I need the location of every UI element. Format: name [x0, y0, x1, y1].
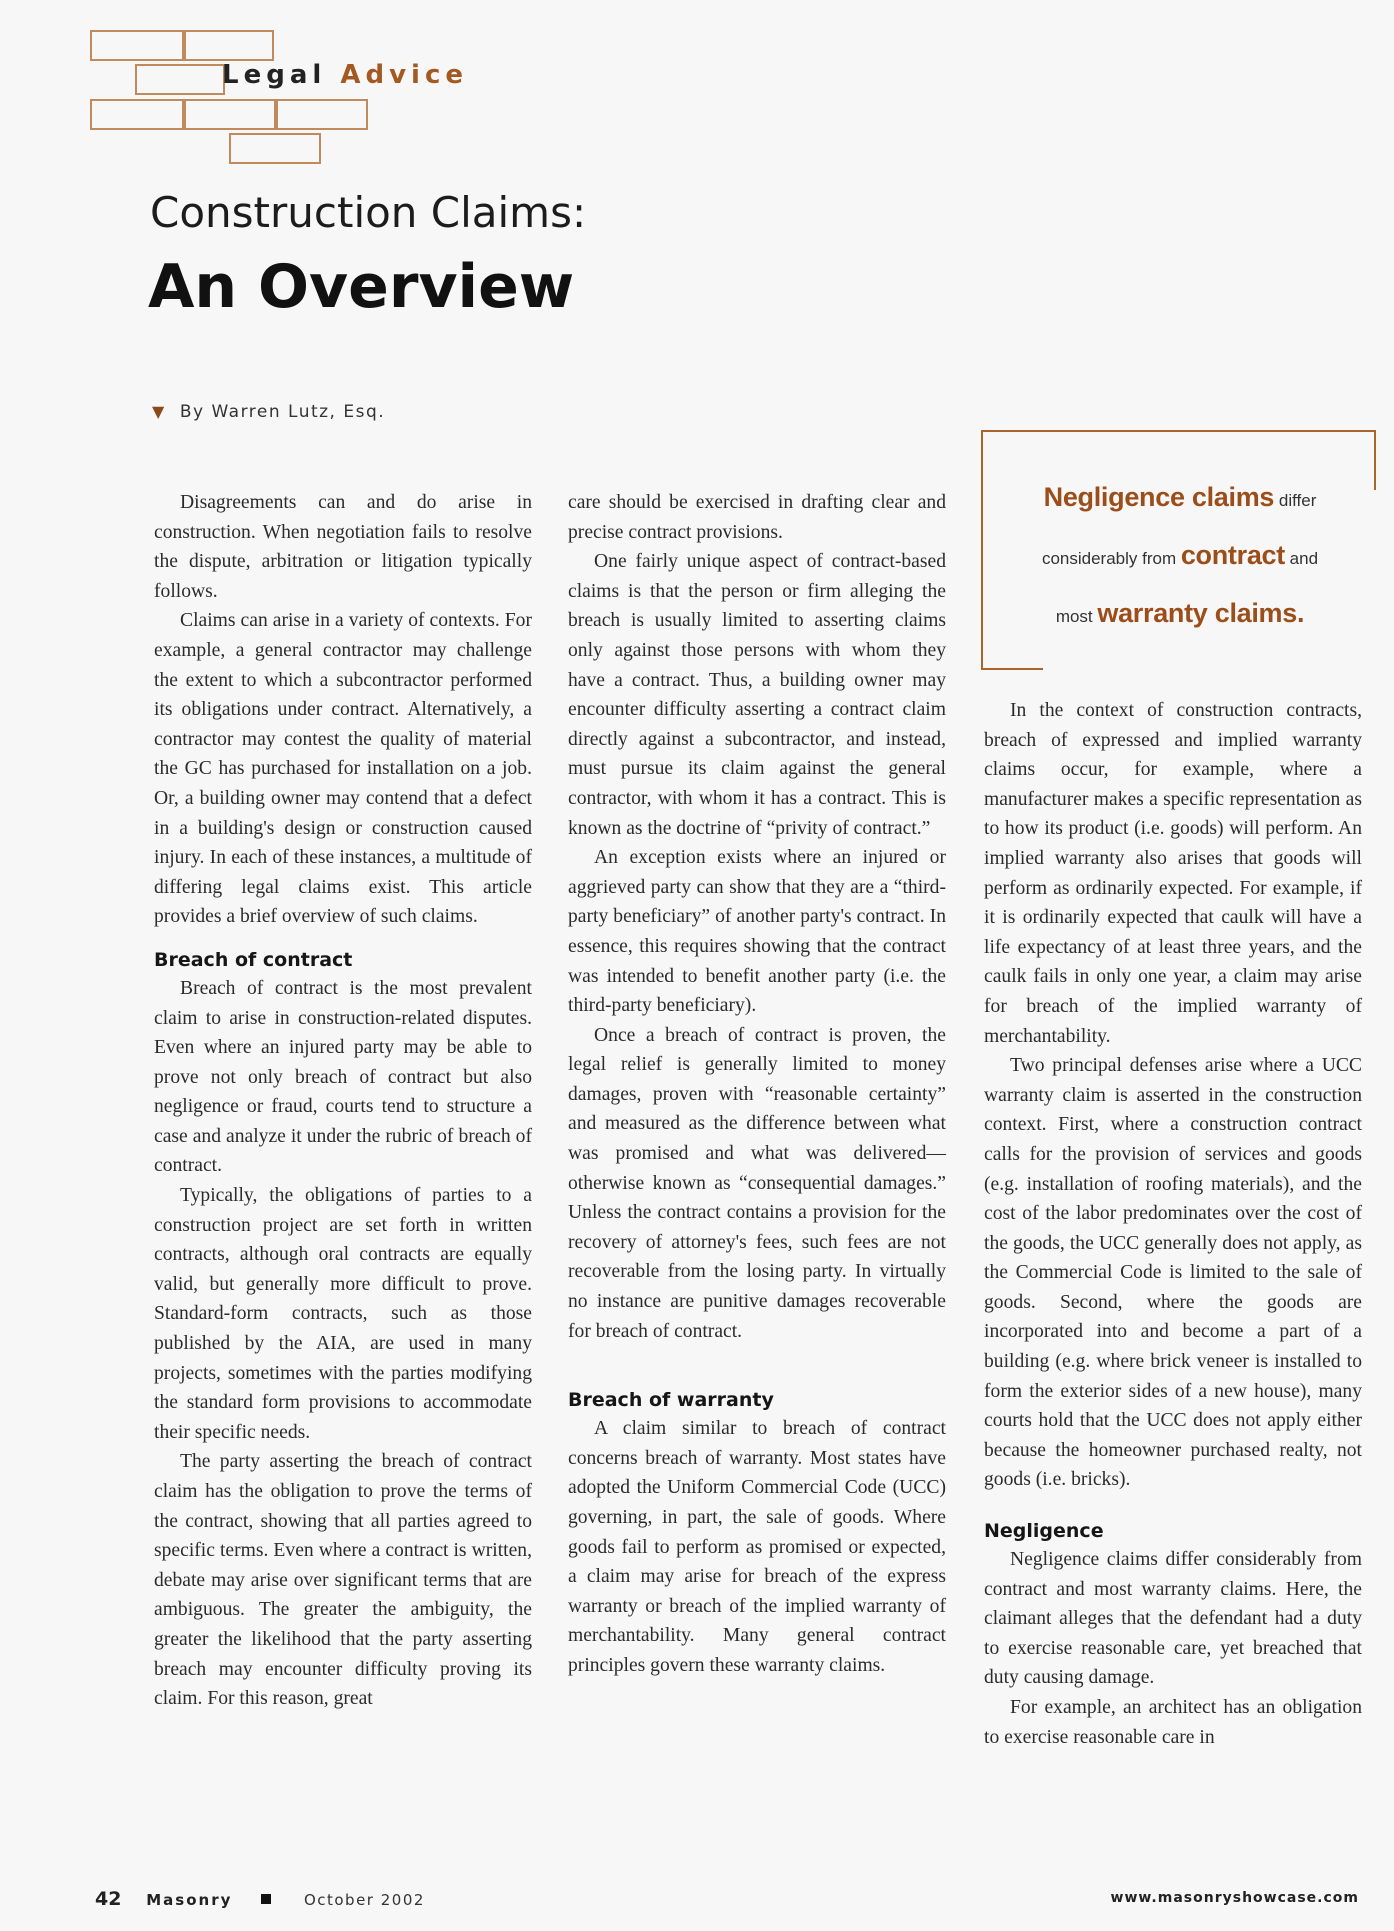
brick-shape [184, 30, 274, 61]
article-column-1 [154, 488, 532, 1714]
pull-quote-span: and [1284, 549, 1319, 568]
pull-quote-emphasis: warranty claims. [1097, 598, 1305, 628]
pull-quote-rule [1374, 430, 1376, 490]
pull-quote-span: differ [1274, 491, 1317, 510]
brick-shape [90, 99, 184, 130]
section-heading-breach-of-contract: Breach of contract [154, 948, 353, 971]
pull-quote-emphasis: Negligence claims [1043, 482, 1275, 512]
brick-shape [135, 64, 225, 95]
paragraph: Disagreements can and do arise in construction. When negotiation fails to resolve the dispute, arbitration or litigation typically follows. [154, 492, 532, 602]
section-kicker [222, 60, 468, 90]
square-separator-icon [261, 1894, 271, 1904]
brick-shape [276, 99, 368, 130]
page-number: 42 [95, 1888, 122, 1910]
paragraph: The party asserting the breach of contract claim has the obligation to prove the terms of the contract, showing that all parties agreed to specific terms. Even where a contract is written, debate may arise over significant terms that are ambiguous. The greater the ambiguity, the greater the likelihood that the party asserting breach may encounter difficulty proving its claim. For this reason, great [154, 1451, 532, 1710]
paragraph: Once a breach of contract is proven, the legal relief is generally limited to money damages, proven with “reasonable certainty” and measured as the difference between what was promised and what was delivered—otherwise known as “consequential damages.” Unless the contract contains a provision for the recovery of attorney's fees, such fees are not recoverable from the losing party. In virtually no instance are punitive damages recoverable for breach of contract. [568, 1024, 946, 1342]
website-url: www.masonryshowcase.com [1110, 1890, 1359, 1906]
paragraph: In the context of construction contracts, breach of expressed and implied warranty claims occur, for example, where a manufacturer makes a specific representation as to how its product (i.e. goods) will perform. An implied warranty also arises that goods will perform as ordinarily expected. For example, if it is ordinarily expected that caulk will have a life expectancy of at least three years, and the caulk fails in only one year, a claim may arise for breach of the implied warranty of merchantability. [984, 700, 1362, 1047]
byline-text: By Warren Lutz, Esq. [179, 402, 386, 422]
article-title-line2: An Overview [148, 252, 575, 322]
pull-quote-rule [981, 430, 983, 670]
article-title-line1: Construction Claims: [150, 188, 587, 237]
paragraph: Negligence claims differ considerably from contract and most warranty claims. Here, the claimant alleges that the defendant had a duty to exercise reasonable care, yet breached that duty causing damage. [984, 1549, 1362, 1689]
paragraph: care should be exercised in drafting clear and precise contract provisions. [568, 492, 946, 543]
section-heading-breach-of-warranty: Breach of warranty [568, 1389, 774, 1412]
article-column-2 [568, 488, 946, 1681]
pull-quote-rule [981, 430, 1375, 432]
pull-quote-span: considerably from [1041, 549, 1181, 568]
byline [152, 402, 385, 422]
paragraph: A claim similar to breach of contract concerns breach of warranty. Most states have adopted the Uniform Commercial Code (UCC) governing, in part, the sale of goods. Where goods fail to perform as promised or expected, a claim may arise for breach of the express warranty or breach of the implied warranty of merchantability. Many general contract principles govern these warranty claims. [568, 1418, 946, 1676]
magazine-name: Masonry [146, 1891, 233, 1909]
pull-quote-emphasis: contract [1180, 540, 1285, 570]
paragraph: Typically, the obligations of parties to a construction project are set forth in written contracts, although oral contracts are equally valid, but generally more difficult to prove. Standard-form contracts, such as those published by the AIA, are used in many projects, sometimes with the parties modifying the standard form provisions to accommodate their specific needs. [154, 1185, 532, 1443]
kicker-legal: Legal [222, 60, 327, 90]
article-column-3 [984, 696, 1362, 1752]
triangle-down-icon: ▼ [152, 402, 166, 421]
kicker-advice: Advice [340, 60, 468, 90]
section-heading-negligence: Negligence [984, 1520, 1104, 1543]
brick-shape [184, 99, 276, 130]
paragraph: For example, an architect has an obligation to exercise reasonable care in [984, 1697, 1362, 1748]
pull-quote-text [990, 470, 1370, 644]
issue-date: October 2002 [303, 1891, 425, 1909]
page-footer-left [95, 1888, 425, 1910]
paragraph: Two principal defenses arise where a UCC warranty claim is asserted in the construction context. First, where a construction contract calls for the provision of services and goods (e.g. installation of roofing materials), and the cost of the labor predominates over the cost of the goods, the UCC generally does not apply, as the Commercial Code is limited to the sale of goods. Second, where the goods are incorporated into and become a part of a building (e.g. where brick veneer is installed to form the exterior sides of a new house), many courts hold that the UCC does not apply either because the homeowner purchased realty, not goods (i.e. bricks). [984, 1055, 1362, 1491]
pull-quote-span: most [1055, 607, 1098, 626]
paragraph: An exception exists where an injured or aggrieved party can show that they are a “third-party beneficiary” of another party's contract. In essence, this requires showing that the contract was intended to benefit another party (i.e. the third-party beneficiary). [568, 847, 946, 1017]
brick-shape [90, 30, 184, 61]
brick-shape [229, 133, 321, 164]
pull-quote-rule [981, 668, 1043, 670]
paragraph: Claims can arise in a variety of contexts. For example, a general contractor may challenge the extent to which a subcontractor performed its obligations under contract. Alternatively, a contractor may contest the quality of material the GC has purchased for installation on a job. Or, a building owner may contend that a defect in a building's design or construction caused injury. In each of these instances, a multitude of differing legal claims exist. This article provides a brief overview of such claims. [154, 610, 532, 928]
paragraph: One fairly unique aspect of contract-based claims is that the person or firm alleging the breach is usually limited to asserting claims only against those persons with whom they have a contract. Thus, a building owner may encounter difficulty asserting a contract claim directly against a subcontractor, and instead, must pursue its claim against the general contractor, with whom it has a contract. This is known as the doctrine of “privity of contract.” [568, 551, 946, 839]
paragraph: Breach of contract is the most prevalent claim to arise in construction-related disputes. Even where an injured party may be able to prove not only breach of contract but also negligence or fraud, courts tend to structure a case and analyze it under the rubric of breach of contract. [154, 977, 532, 1177]
